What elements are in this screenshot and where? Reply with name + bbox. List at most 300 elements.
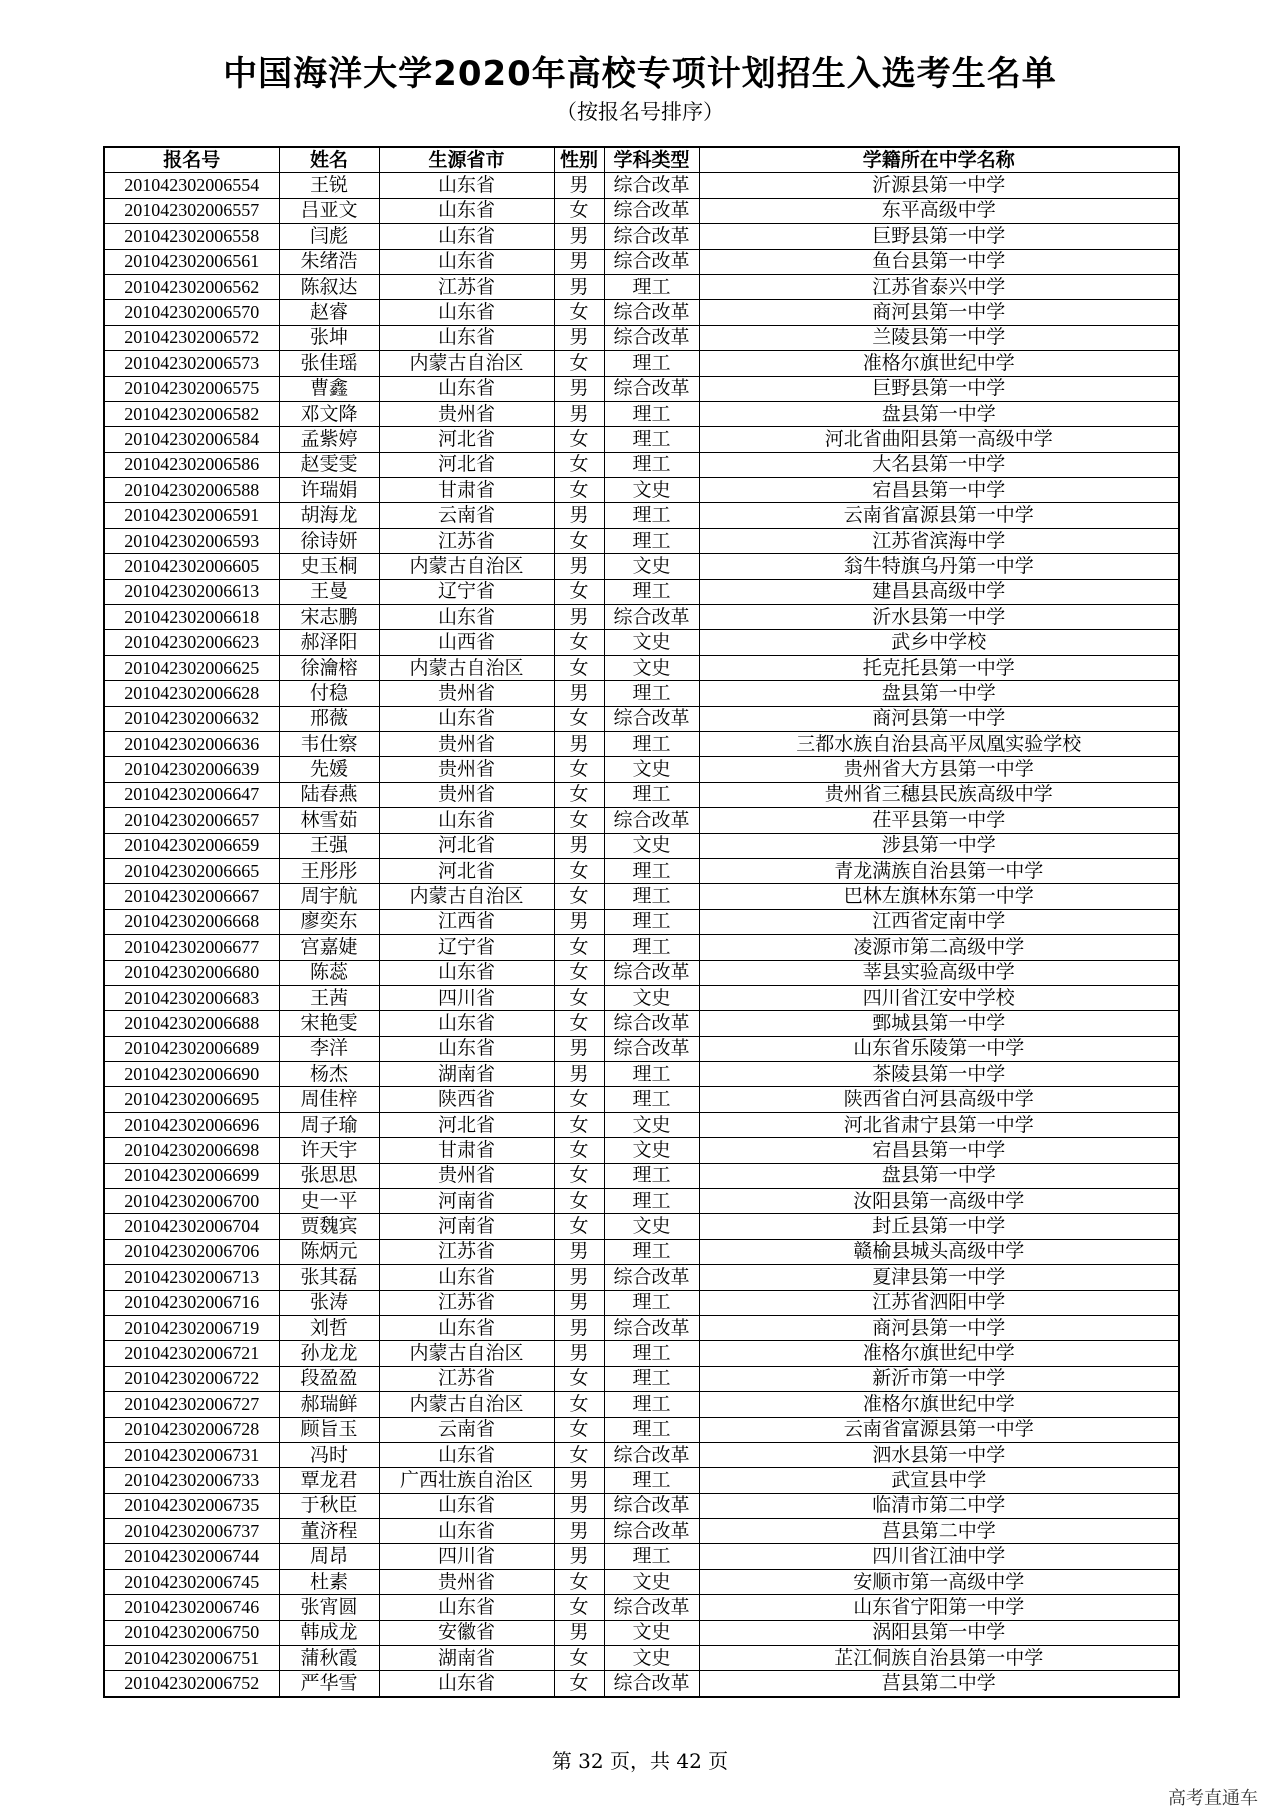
- cell-name: 周子瑜: [279, 1112, 379, 1137]
- cell-high-school: 盘县第一中学: [699, 401, 1179, 426]
- cell-gender: 女: [554, 782, 604, 807]
- cell-high-school: 鄄城县第一中学: [699, 1011, 1179, 1036]
- cell-registration-number: 201042302006570: [104, 300, 279, 325]
- cell-name: 陈叙达: [279, 274, 379, 299]
- table-row: [104, 782, 1179, 807]
- cell-subject-type: 理工: [604, 427, 699, 452]
- cell-name: 王锐: [279, 173, 379, 198]
- admission-table: [103, 146, 1180, 1698]
- cell-high-school: 莒县第二中学: [699, 1671, 1179, 1697]
- table-row: [104, 757, 1179, 782]
- cell-name: 朱绪浩: [279, 249, 379, 274]
- cell-subject-type: 综合改革: [604, 249, 699, 274]
- cell-registration-number: 201042302006733: [104, 1468, 279, 1493]
- cell-subject-type: 文史: [604, 554, 699, 579]
- cell-gender: 男: [554, 224, 604, 249]
- cell-name: 宫嘉婕: [279, 935, 379, 960]
- cell-gender: 男: [554, 249, 604, 274]
- cell-registration-number: 201042302006586: [104, 452, 279, 477]
- table-row: [104, 1341, 1179, 1366]
- cell-high-school: 贵州省三穗县民族高级中学: [699, 782, 1179, 807]
- cell-name: 韩成龙: [279, 1620, 379, 1645]
- cell-subject-type: 理工: [604, 1544, 699, 1569]
- table-row: [104, 731, 1179, 756]
- cell-gender: 男: [554, 1493, 604, 1518]
- cell-province: 贵州省: [379, 782, 554, 807]
- cell-province: 陕西省: [379, 1087, 554, 1112]
- cell-gender: 男: [554, 1544, 604, 1569]
- cell-gender: 女: [554, 655, 604, 680]
- cell-high-school: 盘县第一中学: [699, 681, 1179, 706]
- cell-registration-number: 201042302006677: [104, 935, 279, 960]
- cell-province: 辽宁省: [379, 579, 554, 604]
- cell-province: 云南省: [379, 503, 554, 528]
- cell-registration-number: 201042302006554: [104, 173, 279, 198]
- cell-high-school: 建昌县高级中学: [699, 579, 1179, 604]
- cell-province: 山东省: [379, 808, 554, 833]
- cell-province: 安徽省: [379, 1620, 554, 1645]
- cell-province: 山东省: [379, 173, 554, 198]
- cell-name: 廖奕东: [279, 909, 379, 934]
- cell-province: 山东省: [379, 300, 554, 325]
- cell-name: 张坤: [279, 325, 379, 350]
- cell-gender: 男: [554, 731, 604, 756]
- cell-gender: 男: [554, 554, 604, 579]
- cell-high-school: 准格尔旗世纪中学: [699, 351, 1179, 376]
- cell-subject-type: 综合改革: [604, 960, 699, 985]
- cell-province: 河北省: [379, 858, 554, 883]
- cell-gender: 女: [554, 528, 604, 553]
- page-number: 第 32 页，共 42 页: [551, 1749, 729, 1773]
- cell-subject-type: 理工: [604, 1341, 699, 1366]
- table-row: [104, 528, 1179, 553]
- table-row: [104, 1671, 1179, 1697]
- cell-high-school: 兰陵县第一中学: [699, 325, 1179, 350]
- cell-province: 四川省: [379, 985, 554, 1010]
- cell-subject-type: 文史: [604, 478, 699, 503]
- cell-subject-type: 综合改革: [604, 1519, 699, 1544]
- cell-registration-number: 201042302006689: [104, 1036, 279, 1061]
- table-row: [104, 960, 1179, 985]
- cell-high-school: 托克托县第一中学: [699, 655, 1179, 680]
- cell-subject-type: 文史: [604, 757, 699, 782]
- cell-gender: 男: [554, 1620, 604, 1645]
- cell-province: 河北省: [379, 427, 554, 452]
- cell-subject-type: 文史: [604, 655, 699, 680]
- cell-name: 宋艳雯: [279, 1011, 379, 1036]
- cell-name: 孙龙龙: [279, 1341, 379, 1366]
- cell-name: 先媛: [279, 757, 379, 782]
- cell-high-school: 夏津县第一中学: [699, 1265, 1179, 1290]
- cell-name: 林雪茹: [279, 808, 379, 833]
- cell-registration-number: 201042302006593: [104, 528, 279, 553]
- cell-gender: 女: [554, 1189, 604, 1214]
- cell-gender: 男: [554, 1468, 604, 1493]
- cell-name: 刘哲: [279, 1315, 379, 1340]
- cell-gender: 男: [554, 173, 604, 198]
- table-row: [104, 325, 1179, 350]
- table-row: [104, 808, 1179, 833]
- cell-registration-number: 201042302006613: [104, 579, 279, 604]
- cell-subject-type: 理工: [604, 782, 699, 807]
- cell-province: 内蒙古自治区: [379, 351, 554, 376]
- cell-province: 江西省: [379, 909, 554, 934]
- cell-province: 内蒙古自治区: [379, 554, 554, 579]
- table-row: [104, 1442, 1179, 1467]
- cell-high-school: 巴林左旗林东第一中学: [699, 884, 1179, 909]
- cell-name: 胡海龙: [279, 503, 379, 528]
- cell-subject-type: 文史: [604, 1620, 699, 1645]
- cell-registration-number: 201042302006728: [104, 1417, 279, 1442]
- table-row: [104, 351, 1179, 376]
- cell-province: 湖南省: [379, 1646, 554, 1671]
- cell-gender: 男: [554, 274, 604, 299]
- cell-subject-type: 理工: [604, 579, 699, 604]
- cell-gender: 女: [554, 351, 604, 376]
- cell-high-school: 翁牛特旗乌丹第一中学: [699, 554, 1179, 579]
- column-header-subject-type: 学科类型: [604, 147, 699, 173]
- cell-high-school: 汝阳县第一高级中学: [699, 1189, 1179, 1214]
- cell-registration-number: 201042302006737: [104, 1519, 279, 1544]
- cell-name: 史玉桐: [279, 554, 379, 579]
- cell-high-school: 莒县第二中学: [699, 1519, 1179, 1544]
- cell-subject-type: 理工: [604, 731, 699, 756]
- cell-subject-type: 综合改革: [604, 1493, 699, 1518]
- cell-high-school: 商河县第一中学: [699, 1315, 1179, 1340]
- cell-registration-number: 201042302006584: [104, 427, 279, 452]
- cell-registration-number: 201042302006731: [104, 1442, 279, 1467]
- cell-gender: 女: [554, 1417, 604, 1442]
- cell-name: 许瑞娟: [279, 478, 379, 503]
- cell-registration-number: 201042302006665: [104, 858, 279, 883]
- cell-subject-type: 综合改革: [604, 300, 699, 325]
- cell-province: 江苏省: [379, 1366, 554, 1391]
- cell-name: 曹鑫: [279, 376, 379, 401]
- cell-province: 山东省: [379, 1442, 554, 1467]
- cell-high-school: 临清市第二中学: [699, 1493, 1179, 1518]
- cell-high-school: 武乡中学校: [699, 630, 1179, 655]
- cell-registration-number: 201042302006667: [104, 884, 279, 909]
- cell-subject-type: 理工: [604, 528, 699, 553]
- cell-name: 张涛: [279, 1290, 379, 1315]
- table-body: [104, 173, 1179, 1697]
- table-row: [104, 1519, 1179, 1544]
- cell-high-school: 准格尔旗世纪中学: [699, 1392, 1179, 1417]
- cell-gender: 男: [554, 503, 604, 528]
- cell-name: 陈蕊: [279, 960, 379, 985]
- cell-subject-type: 综合改革: [604, 1595, 699, 1620]
- table-row: [104, 655, 1179, 680]
- table-header: [104, 147, 1179, 173]
- cell-name: 韦仕察: [279, 731, 379, 756]
- table-row: [104, 1138, 1179, 1163]
- cell-province: 河南省: [379, 1214, 554, 1239]
- cell-gender: 女: [554, 1214, 604, 1239]
- cell-high-school: 河北省肃宁县第一中学: [699, 1112, 1179, 1137]
- cell-gender: 男: [554, 1036, 604, 1061]
- cell-province: 山东省: [379, 1315, 554, 1340]
- table-row: [104, 173, 1179, 198]
- cell-registration-number: 201042302006735: [104, 1493, 279, 1518]
- cell-province: 山东省: [379, 1595, 554, 1620]
- table-row: [104, 858, 1179, 883]
- cell-province: 山东省: [379, 376, 554, 401]
- cell-province: 辽宁省: [379, 935, 554, 960]
- cell-gender: 女: [554, 1011, 604, 1036]
- document-title: 中国海洋大学2020年高校专项计划招生入选考生名单: [223, 54, 1057, 94]
- cell-high-school: 芷江侗族自治县第一中学: [699, 1646, 1179, 1671]
- cell-name: 李洋: [279, 1036, 379, 1061]
- cell-registration-number: 201042302006750: [104, 1620, 279, 1645]
- cell-gender: 女: [554, 1087, 604, 1112]
- cell-high-school: 陕西省白河县高级中学: [699, 1087, 1179, 1112]
- cell-registration-number: 201042302006557: [104, 198, 279, 223]
- cell-province: 贵州省: [379, 1569, 554, 1594]
- table-row: [104, 1036, 1179, 1061]
- table-row: [104, 452, 1179, 477]
- cell-name: 张宵圆: [279, 1595, 379, 1620]
- cell-province: 山东省: [379, 1265, 554, 1290]
- cell-subject-type: 理工: [604, 452, 699, 477]
- table-row: [104, 1239, 1179, 1264]
- cell-registration-number: 201042302006699: [104, 1163, 279, 1188]
- cell-high-school: 涉县第一中学: [699, 833, 1179, 858]
- table-row: [104, 1112, 1179, 1137]
- cell-registration-number: 201042302006683: [104, 985, 279, 1010]
- document-subtitle: （按报名号排序）: [556, 100, 724, 124]
- column-header-name: 姓名: [279, 147, 379, 173]
- cell-subject-type: 理工: [604, 884, 699, 909]
- cell-registration-number: 201042302006688: [104, 1011, 279, 1036]
- cell-name: 张其磊: [279, 1265, 379, 1290]
- cell-name: 史一平: [279, 1189, 379, 1214]
- cell-registration-number: 201042302006719: [104, 1315, 279, 1340]
- cell-subject-type: 理工: [604, 1239, 699, 1264]
- table-row: [104, 579, 1179, 604]
- cell-province: 山东省: [379, 1519, 554, 1544]
- cell-name: 孟紫婷: [279, 427, 379, 452]
- cell-province: 山东省: [379, 198, 554, 223]
- cell-registration-number: 201042302006625: [104, 655, 279, 680]
- cell-gender: 男: [554, 1519, 604, 1544]
- cell-gender: 女: [554, 808, 604, 833]
- table-row: [104, 1569, 1179, 1594]
- cell-subject-type: 综合改革: [604, 605, 699, 630]
- cell-subject-type: 综合改革: [604, 224, 699, 249]
- cell-province: 贵州省: [379, 731, 554, 756]
- cell-gender: 女: [554, 452, 604, 477]
- cell-gender: 男: [554, 1062, 604, 1087]
- cell-subject-type: 综合改革: [604, 706, 699, 731]
- cell-gender: 男: [554, 1239, 604, 1264]
- cell-subject-type: 理工: [604, 1290, 699, 1315]
- cell-registration-number: 201042302006744: [104, 1544, 279, 1569]
- cell-subject-type: 综合改革: [604, 1671, 699, 1697]
- cell-gender: 女: [554, 478, 604, 503]
- cell-province: 山东省: [379, 224, 554, 249]
- table-row: [104, 909, 1179, 934]
- cell-subject-type: 文史: [604, 1138, 699, 1163]
- cell-registration-number: 201042302006562: [104, 274, 279, 299]
- cell-gender: 女: [554, 1366, 604, 1391]
- cell-high-school: 贵州省大方县第一中学: [699, 757, 1179, 782]
- cell-registration-number: 201042302006752: [104, 1671, 279, 1697]
- table-row: [104, 935, 1179, 960]
- cell-registration-number: 201042302006706: [104, 1239, 279, 1264]
- header-row: [104, 147, 1179, 173]
- cell-subject-type: 理工: [604, 503, 699, 528]
- cell-name: 邢薇: [279, 706, 379, 731]
- cell-name: 顾旨玉: [279, 1417, 379, 1442]
- cell-registration-number: 201042302006573: [104, 351, 279, 376]
- cell-gender: 女: [554, 1569, 604, 1594]
- cell-province: 江苏省: [379, 1239, 554, 1264]
- cell-name: 严华雪: [279, 1671, 379, 1697]
- table-row: [104, 1315, 1179, 1340]
- cell-subject-type: 综合改革: [604, 1442, 699, 1467]
- cell-subject-type: 理工: [604, 401, 699, 426]
- cell-gender: 女: [554, 1442, 604, 1467]
- cell-registration-number: 201042302006618: [104, 605, 279, 630]
- cell-name: 邓文降: [279, 401, 379, 426]
- cell-high-school: 新沂市第一中学: [699, 1366, 1179, 1391]
- column-header-province: 生源省市: [379, 147, 554, 173]
- cell-name: 陆春燕: [279, 782, 379, 807]
- cell-province: 广西壮族自治区: [379, 1468, 554, 1493]
- cell-registration-number: 201042302006636: [104, 731, 279, 756]
- cell-province: 云南省: [379, 1417, 554, 1442]
- cell-gender: 女: [554, 1138, 604, 1163]
- cell-gender: 女: [554, 935, 604, 960]
- cell-subject-type: 理工: [604, 1468, 699, 1493]
- cell-gender: 女: [554, 1112, 604, 1137]
- cell-name: 于秋臣: [279, 1493, 379, 1518]
- cell-registration-number: 201042302006591: [104, 503, 279, 528]
- cell-registration-number: 201042302006561: [104, 249, 279, 274]
- cell-province: 内蒙古自治区: [379, 1392, 554, 1417]
- cell-gender: 男: [554, 909, 604, 934]
- cell-subject-type: 理工: [604, 1366, 699, 1391]
- cell-subject-type: 理工: [604, 351, 699, 376]
- cell-gender: 男: [554, 325, 604, 350]
- table-row: [104, 1366, 1179, 1391]
- cell-subject-type: 综合改革: [604, 325, 699, 350]
- cell-province: 山东省: [379, 1493, 554, 1518]
- cell-name: 杨杰: [279, 1062, 379, 1087]
- table-row: [104, 833, 1179, 858]
- cell-high-school: 武宣县中学: [699, 1468, 1179, 1493]
- table-row: [104, 224, 1179, 249]
- cell-name: 周佳梓: [279, 1087, 379, 1112]
- cell-high-school: 云南省富源县第一中学: [699, 503, 1179, 528]
- column-header-gender: 性别: [554, 147, 604, 173]
- cell-registration-number: 201042302006751: [104, 1646, 279, 1671]
- cell-province: 山东省: [379, 325, 554, 350]
- cell-subject-type: 理工: [604, 681, 699, 706]
- cell-subject-type: 理工: [604, 1392, 699, 1417]
- cell-name: 陈炳元: [279, 1239, 379, 1264]
- table-row: [104, 1392, 1179, 1417]
- table-row: [104, 630, 1179, 655]
- cell-name: 许天宇: [279, 1138, 379, 1163]
- cell-gender: 男: [554, 376, 604, 401]
- cell-province: 贵州省: [379, 1163, 554, 1188]
- cell-province: 河北省: [379, 833, 554, 858]
- table-row: [104, 605, 1179, 630]
- cell-registration-number: 201042302006558: [104, 224, 279, 249]
- cell-subject-type: 文史: [604, 630, 699, 655]
- cell-gender: 男: [554, 1341, 604, 1366]
- cell-high-school: 江苏省泰兴中学: [699, 274, 1179, 299]
- cell-province: 湖南省: [379, 1062, 554, 1087]
- cell-gender: 女: [554, 1646, 604, 1671]
- cell-name: 周昂: [279, 1544, 379, 1569]
- cell-name: 宋志鹏: [279, 605, 379, 630]
- table-row: [104, 1468, 1179, 1493]
- cell-subject-type: 理工: [604, 909, 699, 934]
- cell-subject-type: 文史: [604, 1646, 699, 1671]
- cell-high-school: 泗水县第一中学: [699, 1442, 1179, 1467]
- cell-subject-type: 文史: [604, 1569, 699, 1594]
- cell-high-school: 宕昌县第一中学: [699, 1138, 1179, 1163]
- cell-name: 吕亚文: [279, 198, 379, 223]
- cell-high-school: 河北省曲阳县第一高级中学: [699, 427, 1179, 452]
- cell-high-school: 茌平县第一中学: [699, 808, 1179, 833]
- cell-province: 山东省: [379, 249, 554, 274]
- cell-subject-type: 综合改革: [604, 198, 699, 223]
- cell-high-school: 巨野县第一中学: [699, 224, 1179, 249]
- cell-subject-type: 综合改革: [604, 1036, 699, 1061]
- cell-registration-number: 201042302006588: [104, 478, 279, 503]
- cell-gender: 女: [554, 1595, 604, 1620]
- table-row: [104, 1189, 1179, 1214]
- cell-subject-type: 理工: [604, 274, 699, 299]
- cell-province: 山东省: [379, 706, 554, 731]
- cell-gender: 女: [554, 1392, 604, 1417]
- cell-subject-type: 综合改革: [604, 1315, 699, 1340]
- cell-gender: 男: [554, 1290, 604, 1315]
- table-row: [104, 681, 1179, 706]
- cell-high-school: 江苏省泗阳中学: [699, 1290, 1179, 1315]
- table-row: [104, 1163, 1179, 1188]
- cell-registration-number: 201042302006623: [104, 630, 279, 655]
- cell-province: 河北省: [379, 1112, 554, 1137]
- table-row: [104, 376, 1179, 401]
- cell-high-school: 鱼台县第一中学: [699, 249, 1179, 274]
- cell-name: 董济程: [279, 1519, 379, 1544]
- cell-gender: 男: [554, 833, 604, 858]
- cell-name: 覃龙君: [279, 1468, 379, 1493]
- cell-high-school: 商河县第一中学: [699, 706, 1179, 731]
- cell-subject-type: 文史: [604, 985, 699, 1010]
- cell-name: 赵睿: [279, 300, 379, 325]
- cell-subject-type: 文史: [604, 833, 699, 858]
- cell-province: 贵州省: [379, 401, 554, 426]
- cell-registration-number: 201042302006746: [104, 1595, 279, 1620]
- table-row: [104, 554, 1179, 579]
- cell-high-school: 四川省江油中学: [699, 1544, 1179, 1569]
- cell-name: 段盈盈: [279, 1366, 379, 1391]
- table-row: [104, 985, 1179, 1010]
- cell-registration-number: 201042302006721: [104, 1341, 279, 1366]
- table-row: [104, 1595, 1179, 1620]
- cell-registration-number: 201042302006690: [104, 1062, 279, 1087]
- table-row: [104, 1620, 1179, 1645]
- cell-high-school: 涡阳县第一中学: [699, 1620, 1179, 1645]
- cell-name: 徐瀹榕: [279, 655, 379, 680]
- cell-high-school: 四川省江安中学校: [699, 985, 1179, 1010]
- cell-high-school: 巨野县第一中学: [699, 376, 1179, 401]
